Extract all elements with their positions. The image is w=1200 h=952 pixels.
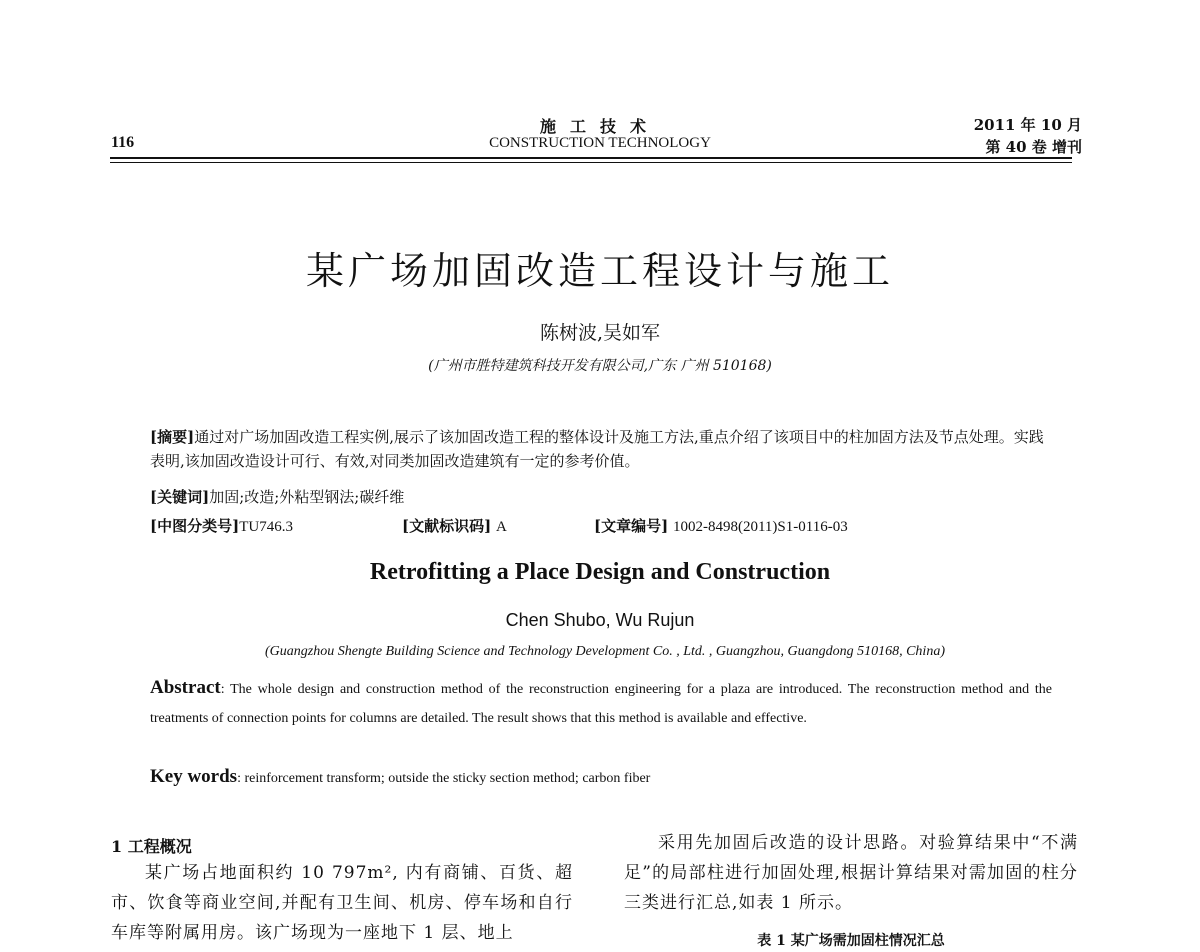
abstract-en — [150, 673, 1052, 733]
section-heading: 1 工程概况 — [111, 837, 192, 856]
page-number: 116 — [111, 134, 135, 151]
article-number: [文章编号] 1002-8498(2011)S1-0116-03 — [594, 517, 848, 535]
journal-title-cn: 施工技术 — [539, 117, 660, 136]
keywords-en — [150, 766, 650, 788]
issue-date: 2011 年 10 月 — [973, 116, 1082, 134]
abstract-cn-label: [摘要] — [150, 428, 195, 446]
abstract-cn — [150, 425, 1052, 473]
header-rule-thick — [110, 157, 1072, 159]
keywords-cn — [150, 485, 404, 509]
document-code: [文献标识码] A — [402, 517, 507, 535]
article-title-en: Retrofitting a Place Design and Construction — [369, 559, 831, 585]
table-caption: 表 1 某广场需加固柱情况汇总 — [757, 933, 945, 949]
authors-en: Chen Shubo, Wu Rujun — [505, 610, 695, 630]
body-column-left: 某广场占地面积约 10 797m², 内有商铺、百货、超市、饮食等商业空间,并配有卫生间、机房、停车场和自行车库等附属用房。该广场现为一座地下 1 层、地上 — [111, 863, 573, 943]
body-column-right: 采用先加固后改造的设计思路。对验算结果中“不满足”的局部柱进行加固处理,根据计算结果对需加固的柱分三类进行汇总,如表 1 所示。 — [624, 833, 1078, 913]
abstract-cn-text: 通过对广场加固改造工程实例,展示了该加固改造工程的整体设计及施工方法,重点介绍了该项目中的柱加固方法及节点处理。实践表明,该加固改造设计可行、有效,对同类加固改造建筑有一定的参考价值。 — [150, 428, 1044, 470]
header-rule-thin — [110, 162, 1072, 163]
keywords-cn-label: [关键词] — [150, 488, 210, 506]
keywords-en-label: Key words — [150, 766, 238, 787]
abstract-en-label: Abstract — [150, 677, 221, 698]
affiliation-cn: (广州市胜特建筑科技开发有限公司,广东 广州 510168) — [428, 358, 772, 374]
clc-number: [中图分类号]TU746.3 — [150, 517, 293, 535]
abstract-en-text: : The whole design and construction method of the reconstruction engineering for a plaza are introduced. The reconstruction method and the treatments of connection points for columns are detailed. The result shows that this method is available and effective. — [150, 682, 1052, 726]
journal-title-en: CONSTRUCTION TECHNOLOGY — [489, 135, 711, 151]
issue-volume: 第 40 卷 增刊 — [985, 138, 1082, 156]
keywords-en-text: : reinforcement transform; outside the sticky section method; carbon fiber — [237, 771, 651, 786]
authors-cn: 陈树波,吴如军 — [539, 322, 661, 344]
keywords-cn-text: 加固;改造;外粘型钢法;碳纤维 — [209, 488, 405, 506]
article-title-cn: 某广场加固改造工程设计与施工 — [305, 249, 894, 293]
affiliation-en: (Guangzhou Shengte Building Science and Technology Development Co. , Ltd. , Guangzhou, Guangdong 510168, China) — [265, 644, 945, 659]
